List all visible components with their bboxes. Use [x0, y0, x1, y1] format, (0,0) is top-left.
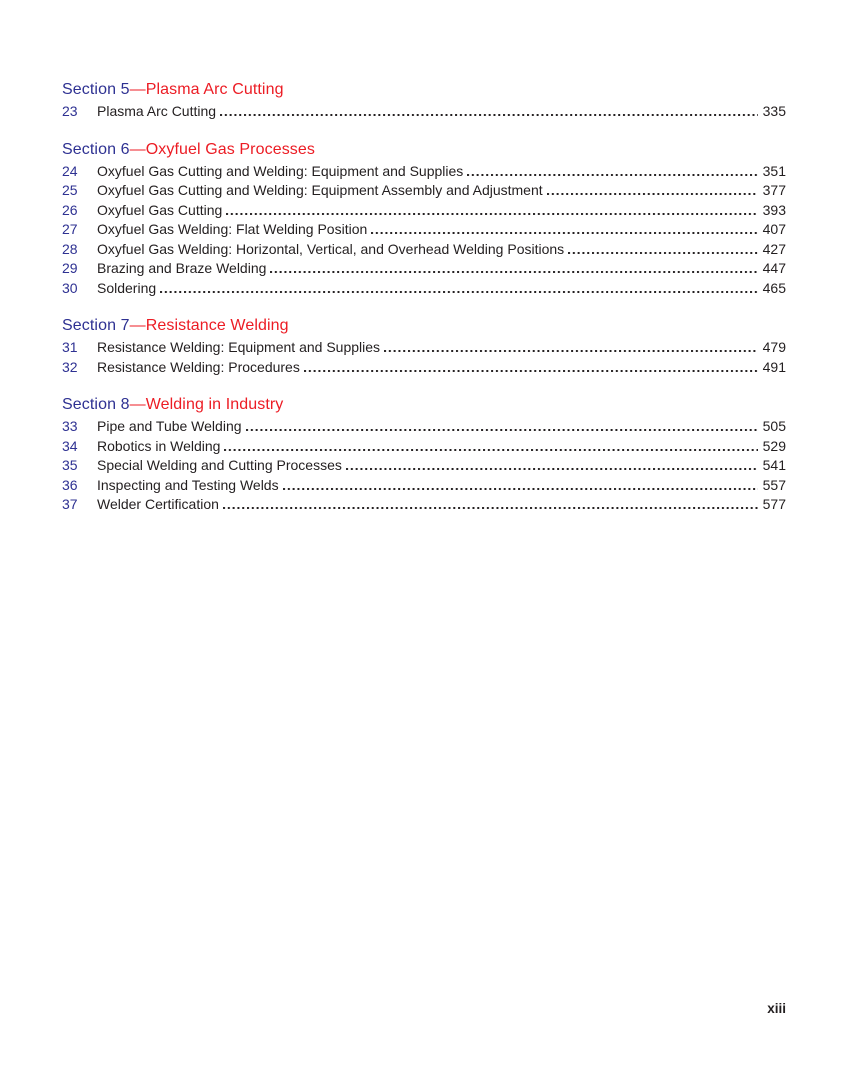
section-heading-prefix: Section 5	[62, 81, 130, 98]
dot-leader	[226, 213, 757, 215]
chapter-number: 37	[62, 496, 78, 512]
toc-entry	[62, 259, 786, 279]
dot-leader	[160, 291, 757, 293]
chapter-title: Welder Certification	[97, 496, 219, 512]
section-heading-prefix: Section 8	[62, 396, 130, 413]
chapter-page-number: 351	[762, 162, 786, 179]
section-heading	[62, 394, 786, 415]
section-heading-prefix: Section 6	[62, 140, 130, 158]
chapter-title: Soldering	[97, 279, 157, 296]
chapter-number: 33	[62, 418, 78, 434]
chapter-number: 26	[62, 201, 78, 218]
toc-entry	[62, 220, 786, 240]
chapter-title: Robotics in Welding	[97, 437, 221, 454]
chapter-number: 24	[62, 162, 78, 179]
chapter-page-number: 479	[762, 339, 786, 355]
dot-leader	[568, 252, 757, 254]
chapter-title: Plasma Arc Cutting	[97, 103, 217, 119]
chapter-number: 31	[62, 339, 78, 355]
dot-leader	[224, 449, 757, 451]
section-heading-prefix: Section 7	[62, 317, 130, 334]
chapter-page-number: 491	[762, 358, 786, 375]
toc-entry	[62, 437, 786, 457]
page-folio: xiii	[767, 1001, 786, 1016]
chapter-page-number: 393	[762, 201, 786, 218]
dot-leader	[467, 174, 757, 176]
dot-leader	[283, 488, 758, 490]
chapter-title: Brazing and Braze Welding	[97, 260, 267, 276]
toc-page-content	[62, 79, 786, 515]
chapter-number: 35	[62, 457, 78, 473]
chapter-page-number: 529	[762, 437, 786, 454]
section-heading-title: Plasma Arc Cutting	[145, 81, 284, 98]
chapter-number: 36	[62, 476, 78, 493]
toc-entry	[62, 417, 786, 437]
toc-section	[62, 394, 786, 515]
toc-entry	[62, 456, 786, 476]
chapter-page-number: 407	[762, 221, 786, 237]
dot-leader	[547, 193, 758, 195]
toc-section	[62, 139, 786, 299]
toc-entry	[62, 338, 786, 358]
toc-entry	[62, 240, 786, 260]
chapter-page-number: 447	[762, 260, 786, 276]
chapter-title: Oxyfuel Gas Welding: Horizontal, Vertical, and Overhead Welding Positions	[97, 240, 565, 257]
chapter-title: Oxyfuel Gas Cutting	[97, 201, 223, 218]
toc-entry	[62, 201, 786, 221]
section-heading-separator: —	[129, 140, 146, 158]
toc-entry	[62, 181, 786, 201]
chapter-title: Pipe and Tube Welding	[97, 418, 242, 434]
toc-sections	[62, 79, 786, 515]
chapter-page-number: 577	[762, 496, 786, 512]
section-heading-separator: —	[129, 396, 146, 413]
chapter-page-number: 557	[762, 476, 786, 493]
section-heading	[62, 139, 786, 160]
toc-entry	[62, 162, 786, 182]
dot-leader	[304, 370, 758, 372]
chapter-number: 30	[62, 279, 78, 296]
section-heading-title: Welding in Industry	[145, 396, 284, 413]
chapter-number: 28	[62, 240, 78, 257]
section-heading	[62, 79, 786, 100]
toc-section	[62, 315, 786, 377]
toc-entry	[62, 358, 786, 378]
toc-entry	[62, 495, 786, 515]
chapter-number: 32	[62, 358, 78, 375]
chapter-page-number: 335	[762, 103, 786, 119]
toc-section	[62, 79, 786, 122]
chapter-title: Inspecting and Testing Welds	[97, 476, 279, 493]
dot-leader	[246, 429, 758, 431]
toc-entry	[62, 279, 786, 299]
chapter-title: Resistance Welding: Procedures	[97, 358, 300, 375]
chapter-number: 23	[62, 103, 78, 119]
section-heading-separator: —	[129, 317, 146, 334]
dot-leader	[270, 271, 757, 273]
chapter-number: 34	[62, 437, 78, 454]
toc-entry	[62, 102, 786, 122]
toc-entry	[62, 476, 786, 496]
chapter-number: 25	[62, 182, 78, 198]
chapter-page-number: 505	[762, 418, 786, 434]
chapter-title: Oxyfuel Gas Cutting and Welding: Equipment Assembly and Adjustment	[97, 182, 543, 198]
dot-leader	[346, 468, 758, 470]
section-heading-title: Resistance Welding	[145, 317, 289, 334]
chapter-number: 29	[62, 260, 78, 276]
chapter-number: 27	[62, 221, 78, 237]
section-heading	[62, 315, 786, 336]
dot-leader	[220, 114, 758, 116]
chapter-page-number: 377	[762, 182, 786, 198]
chapter-title: Oxyfuel Gas Welding: Flat Welding Position	[97, 221, 368, 237]
section-heading-separator: —	[129, 81, 146, 98]
chapter-page-number: 427	[762, 240, 786, 257]
chapter-title: Special Welding and Cutting Processes	[97, 457, 342, 473]
chapter-title: Resistance Welding: Equipment and Supplies	[97, 339, 381, 355]
chapter-title: Oxyfuel Gas Cutting and Welding: Equipment and Supplies	[97, 162, 464, 179]
dot-leader	[223, 507, 758, 509]
section-heading-title: Oxyfuel Gas Processes	[145, 140, 316, 158]
dot-leader	[384, 350, 758, 352]
dot-leader	[371, 232, 757, 234]
chapter-page-number: 541	[762, 457, 786, 473]
chapter-page-number: 465	[762, 279, 786, 296]
